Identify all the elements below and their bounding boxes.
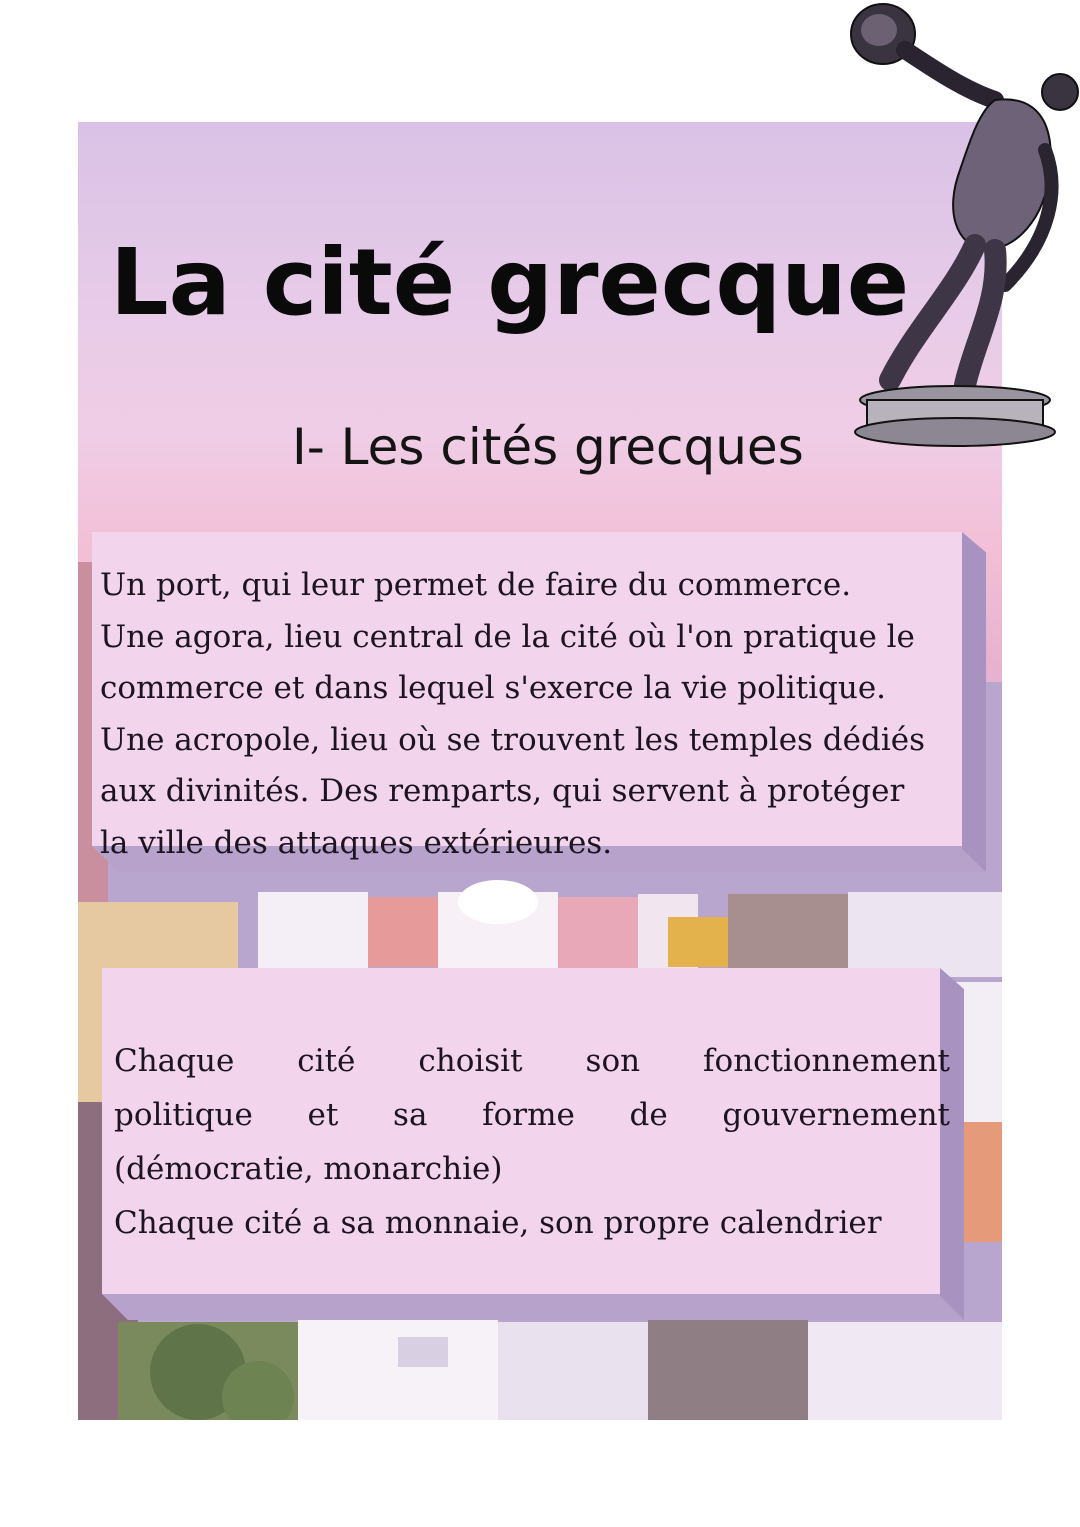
info-box-1-line: Une acropole, lieu où se trouvent les temples dédiés <box>100 721 926 758</box>
info-box-1-text <box>100 560 962 869</box>
info-box-1-line: la ville des attaques extérieures. <box>100 824 613 861</box>
page-title: La cité grecque <box>110 229 910 336</box>
info-box-1-line: Une agora, lieu central de la cité où l'on pratique le <box>100 618 915 655</box>
info-box-2-line: Chaque cité a sa monnaie, son propre calendrier <box>114 1205 882 1241</box>
info-box-1-line: aux divinités. Des remparts, qui servent à protéger <box>100 773 905 809</box>
discobolus-statue-icon <box>845 0 1080 460</box>
section-heading: I- Les cités grecques <box>292 418 804 476</box>
info-box-1-line: commerce et dans lequel s'exerce la vie politique. <box>100 670 887 706</box>
info-box-1-line: Un port, qui leur permet de faire du commerce. <box>100 567 852 603</box>
info-box-2-line: (démocratie, monarchie) <box>114 1151 503 1187</box>
info-box-2-line: politique et sa forme de gouvernement <box>114 1097 950 1133</box>
info-box-2-line: Chaque cité choisit son fonctionnement <box>114 1043 950 1079</box>
info-box-2-bottom <box>102 1294 964 1320</box>
info-box-2-text <box>114 1034 950 1250</box>
info-box-1-side <box>962 532 986 872</box>
